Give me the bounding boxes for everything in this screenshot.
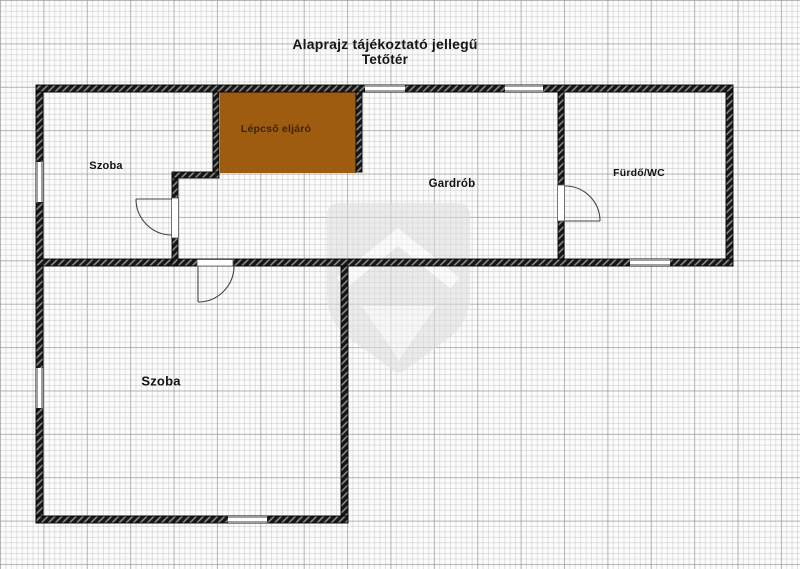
room-label-furdo-wc: Fürdő/WC <box>613 167 665 179</box>
room-label-szoba-bottom: Szoba <box>141 373 181 389</box>
door-bottom-szoba <box>197 260 234 303</box>
wall-stair-left <box>213 92 219 172</box>
window-top-gardrob-1 <box>365 85 405 92</box>
wall-right <box>726 92 733 266</box>
wall-band-bottom <box>36 259 733 266</box>
window-bottom-szoba <box>228 516 267 523</box>
wall-stair-right <box>356 92 362 172</box>
wall-gardrob-furdo-upper <box>558 92 564 185</box>
wall-stair-step <box>172 172 219 178</box>
door-furdo-wc <box>558 185 601 221</box>
plan-title: Alaprajz tájékoztató jellegű <box>292 36 478 52</box>
wall-szoba-right-lower <box>172 238 178 266</box>
room-label-lepcso-eljaro: Lépcső eljáró <box>240 123 312 135</box>
room-label-szoba-top: Szoba <box>89 160 123 172</box>
room-label-gardrob: Gardrób <box>428 178 476 190</box>
watermark-logo <box>327 203 470 373</box>
wall-bottom <box>36 516 348 523</box>
plan-subtitle-level: Tetőtér <box>361 52 409 67</box>
door-top-szoba <box>136 198 179 238</box>
window-furdo-bottom <box>630 259 670 266</box>
window-left-top-szoba <box>36 162 43 202</box>
wall-szoba-right-upper <box>172 178 178 198</box>
wall-left <box>36 92 43 523</box>
wall-gardrob-furdo-lower <box>558 221 564 259</box>
window-left-bottom-szoba <box>36 368 43 408</box>
wall-bottom-room-right <box>341 266 348 516</box>
window-top-gardrob-2 <box>505 85 543 92</box>
